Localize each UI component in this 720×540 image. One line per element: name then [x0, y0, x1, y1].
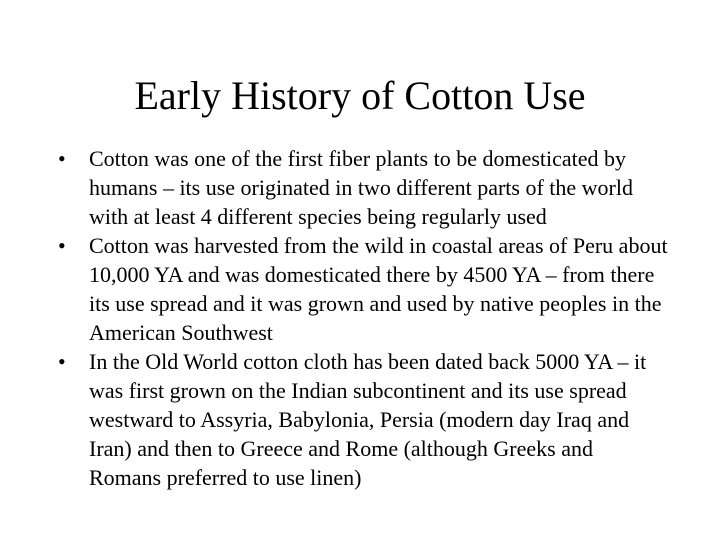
bullet-list — [58, 144, 668, 492]
bullet-icon: • — [58, 233, 66, 258]
slide-title: Early History of Cotton Use — [134, 73, 586, 118]
bullet-icon: • — [58, 146, 66, 171]
bullet-text: Cotton was one of the first fiber plants to be domesticated by humans – its use originated in two different parts of the world with at least 4 different species being regularly used — [89, 146, 633, 229]
bullet-icon: • — [58, 349, 66, 374]
bullet-item — [58, 144, 668, 231]
bullet-item — [58, 347, 668, 492]
bullet-item — [58, 231, 668, 347]
bullet-text: Cotton was harvested from the wild in coastal areas of Peru about 10,000 YA and was domesticated there by 4500 YA – from there its use spread and it was grown and used by native peoples in the American Southwest — [89, 233, 668, 345]
bullet-text: In the Old World cotton cloth has been dated back 5000 YA – it was first grown on the Indian subcontinent and its use spread westward to Assyria, Babylonia, Persia (modern day Iraq and Iran) and then to Greece and Rome (although Greeks and Romans preferred to use linen) — [89, 349, 647, 490]
